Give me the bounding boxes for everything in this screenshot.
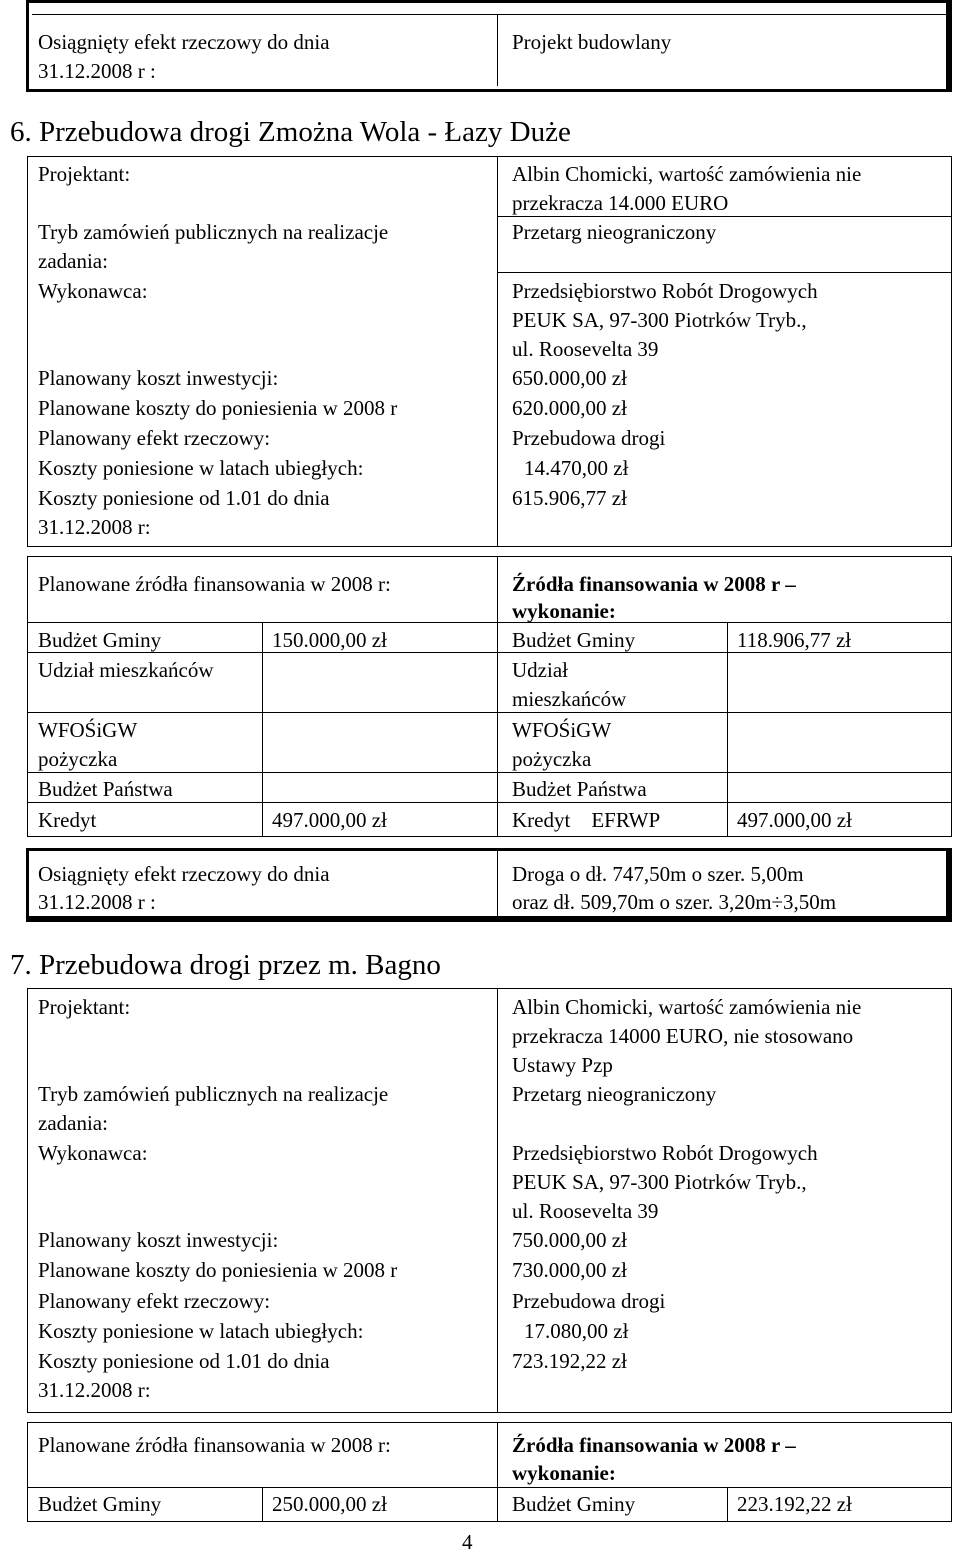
top-box-value: Projekt budowlany — [512, 30, 672, 54]
s6f-exec-wfos-2: pożyczka — [512, 747, 592, 771]
s6-row-line — [497, 272, 952, 273]
s6f-border-right — [951, 556, 952, 836]
s6-wykonawca-value-1: Przedsiębiorstwo Robót Drogowych — [512, 279, 818, 303]
s6-projektant-value-2: przekracza 14.000 EURO — [512, 191, 729, 215]
top-box-label-2: 31.12.2008 r : — [38, 59, 156, 83]
s7f-row-line — [27, 1487, 952, 1488]
s7f-exec-value-col — [727, 1487, 728, 1521]
s7-ubiegle-label: Koszty poniesione w latach ubiegłych: — [38, 1319, 364, 1343]
s6-koszty2008-label: Planowane koszty do poniesienia w 2008 r — [38, 396, 398, 420]
s6-koszty2008-value: 620.000,00 zł — [512, 396, 627, 420]
s6f-exec-header-2: wykonanie: — [512, 599, 616, 623]
s6f-plan-wfos-2: pożyczka — [38, 747, 118, 771]
s6-border-right — [951, 156, 952, 546]
s7-projektant-label: Projektant: — [38, 995, 131, 1019]
s7f-row-line — [27, 1521, 952, 1522]
s7-wykonawca-value-1: Przedsiębiorstwo Robót Drogowych — [512, 1141, 818, 1165]
s6-effect-label-2: 31.12.2008 r : — [38, 890, 156, 914]
s7f-plan-budzet-gminy-value: 250.000,00 zł — [272, 1492, 387, 1516]
s7-projektant-value-1: Albin Chomicki, wartość zamówienia nie — [512, 995, 862, 1019]
s7-border-bottom — [27, 1412, 952, 1413]
s7-wykonawca-label: Wykonawca: — [38, 1141, 148, 1165]
s6f-plan-budzet-gminy: Budżet Gminy — [38, 628, 162, 652]
s6-ubiegle-value: 14.470,00 zł — [524, 456, 629, 480]
s6f-row-line — [27, 622, 952, 623]
s7f-plan-header: Planowane źródła finansowania w 2008 r: — [38, 1433, 391, 1457]
s6-efekt-value: Przebudowa drogi — [512, 426, 666, 450]
s7-wykonawca-value-3: ul. Roosevelta 39 — [512, 1199, 659, 1223]
s6-effect-label-1: Osiągnięty efekt rzeczowy do dnia — [38, 862, 330, 886]
top-box-divider — [32, 14, 946, 15]
s7-border-left — [27, 988, 28, 1412]
s6f-col-divider — [497, 556, 498, 836]
s6f-exec-udzial-2: mieszkańców — [512, 687, 627, 711]
s7f-border-right — [951, 1422, 952, 1522]
s7f-exec-header-1: Źródła finansowania w 2008 r – — [512, 1433, 796, 1457]
s6f-exec-value-col — [727, 622, 728, 836]
s6-effect-col-divider — [497, 851, 498, 919]
s7-projektant-value-3: Ustawy Pzp — [512, 1053, 613, 1077]
s6f-exec-budzet-gminy-value: 118.906,77 zł — [737, 628, 852, 652]
s6f-exec-kredyt: Kredyt EFRWP — [512, 808, 661, 832]
s6-effect-shadow — [946, 848, 952, 922]
s6-od-label-2: 31.12.2008 r: — [38, 515, 151, 539]
s6-tryb-label-1: Tryb zamówień publicznych na realizacje — [38, 220, 389, 244]
s6f-border-left — [27, 556, 28, 836]
s6f-row-line — [27, 712, 952, 713]
s7-col-divider — [497, 988, 498, 1412]
s7-border-top — [27, 988, 952, 989]
s6-tryb-label-2: zadania: — [38, 249, 108, 273]
s6f-plan-budzet-gminy-value: 150.000,00 zł — [272, 628, 387, 652]
s7f-exec-header-2: wykonanie: — [512, 1461, 616, 1485]
s6f-border-top — [27, 556, 952, 557]
s6-tryb-value: Przetarg nieograniczony — [512, 220, 717, 244]
s7-wykonawca-value-2: PEUK SA, 97-300 Piotrków Tryb., — [512, 1170, 807, 1194]
s7-koszty2008-value: 730.000,00 zł — [512, 1258, 627, 1282]
s6-effect-value-1: Droga o dł. 747,50m o szer. 5,00m — [512, 862, 804, 886]
top-box-shadow — [946, 0, 952, 92]
s6f-plan-header: Planowane źródła finansowania w 2008 r: — [38, 572, 391, 596]
s6-col-divider — [497, 156, 498, 546]
top-box-col-divider — [497, 14, 498, 86]
s6-wykonawca-value-2: PEUK SA, 97-300 Piotrków Tryb., — [512, 308, 807, 332]
s6f-plan-kredyt-value: 497.000,00 zł — [272, 808, 387, 832]
s6-koszt-value: 650.000,00 zł — [512, 366, 627, 390]
s6f-exec-wfos-1: WFOŚiGW — [512, 718, 612, 742]
s6f-exec-kredyt-value: 497.000,00 zł — [737, 808, 852, 832]
s7-efekt-value: Przebudowa drogi — [512, 1289, 666, 1313]
s6-projektant-label: Projektant: — [38, 162, 131, 186]
s6-od-value: 615.906,77 zł — [512, 486, 627, 510]
s6-border-bottom — [27, 546, 952, 547]
s7-efekt-label: Planowany efekt rzeczowy: — [38, 1289, 271, 1313]
s7-od-label-1: Koszty poniesione od 1.01 do dnia — [38, 1349, 330, 1373]
s7f-col-divider — [497, 1422, 498, 1522]
s7-tryb-label-1: Tryb zamówień publicznych na realizacje — [38, 1082, 389, 1106]
s7f-plan-budzet-gminy: Budżet Gminy — [38, 1492, 162, 1516]
s6f-border-bottom — [27, 836, 952, 837]
s7f-border-left — [27, 1422, 28, 1522]
s6-wykonawca-value-3: ul. Roosevelta 39 — [512, 337, 659, 361]
s6-wykonawca-label: Wykonawca: — [38, 279, 148, 303]
s7-koszt-label: Planowany koszt inwestycji: — [38, 1228, 279, 1252]
s6f-exec-budzet-gminy: Budżet Gminy — [512, 628, 636, 652]
section7-title: 7. Przebudowa drogi przez m. Bagno — [10, 949, 441, 981]
s6-ubiegle-label: Koszty poniesione w latach ubiegłych: — [38, 456, 364, 480]
s7f-plan-value-col — [262, 1487, 263, 1521]
s6f-plan-budzet-panstwa: Budżet Państwa — [38, 777, 173, 801]
s6-efekt-label: Planowany efekt rzeczowy: — [38, 426, 271, 450]
s7-projektant-value-2: przekracza 14000 EURO, nie stosowano — [512, 1024, 854, 1048]
s7-border-right — [951, 988, 952, 1412]
s6-border-left — [27, 156, 28, 546]
s6-od-label-1: Koszty poniesione od 1.01 do dnia — [38, 486, 330, 510]
section6-title: 6. Przebudowa drogi Zmożna Wola - Łazy Duże — [10, 116, 571, 148]
s6-koszt-label: Planowany koszt inwestycji: — [38, 366, 279, 390]
s7-koszt-value: 750.000,00 zł — [512, 1228, 627, 1252]
s7-od-label-2: 31.12.2008 r: — [38, 1378, 151, 1402]
s7f-border-top — [27, 1422, 952, 1423]
top-box-label-1: Osiągnięty efekt rzeczowy do dnia — [38, 30, 330, 54]
s7-tryb-value: Przetarg nieograniczony — [512, 1082, 717, 1106]
s6f-plan-kredyt: Kredyt — [38, 808, 97, 832]
s6-border-top — [27, 156, 952, 157]
s7-koszty2008-label: Planowane koszty do poniesienia w 2008 r — [38, 1258, 398, 1282]
s6f-exec-header-1: Źródła finansowania w 2008 r – — [512, 572, 796, 596]
s7f-exec-budzet-gminy-value: 223.192,22 zł — [737, 1492, 852, 1516]
s6f-plan-value-col — [262, 622, 263, 836]
s6f-plan-udzial: Udział mieszkańców — [38, 658, 214, 682]
s7f-exec-budzet-gminy: Budżet Gminy — [512, 1492, 636, 1516]
page-number: 4 — [462, 1530, 473, 1554]
s6-projektant-value-1: Albin Chomicki, wartość zamówienia nie — [512, 162, 862, 186]
s6f-exec-udzial-1: Udział — [512, 658, 568, 682]
s6f-row-line — [27, 772, 952, 773]
s6f-plan-wfos-1: WFOŚiGW — [38, 718, 138, 742]
s7-od-value: 723.192,22 zł — [512, 1349, 627, 1373]
s7-ubiegle-value: 17.080,00 zł — [524, 1319, 629, 1343]
s6f-exec-budzet-panstwa: Budżet Państwa — [512, 777, 647, 801]
s6-effect-value-2: oraz dł. 509,70m o szer. 3,20m÷3,50m — [512, 890, 837, 914]
s7-tryb-label-2: zadania: — [38, 1111, 108, 1135]
